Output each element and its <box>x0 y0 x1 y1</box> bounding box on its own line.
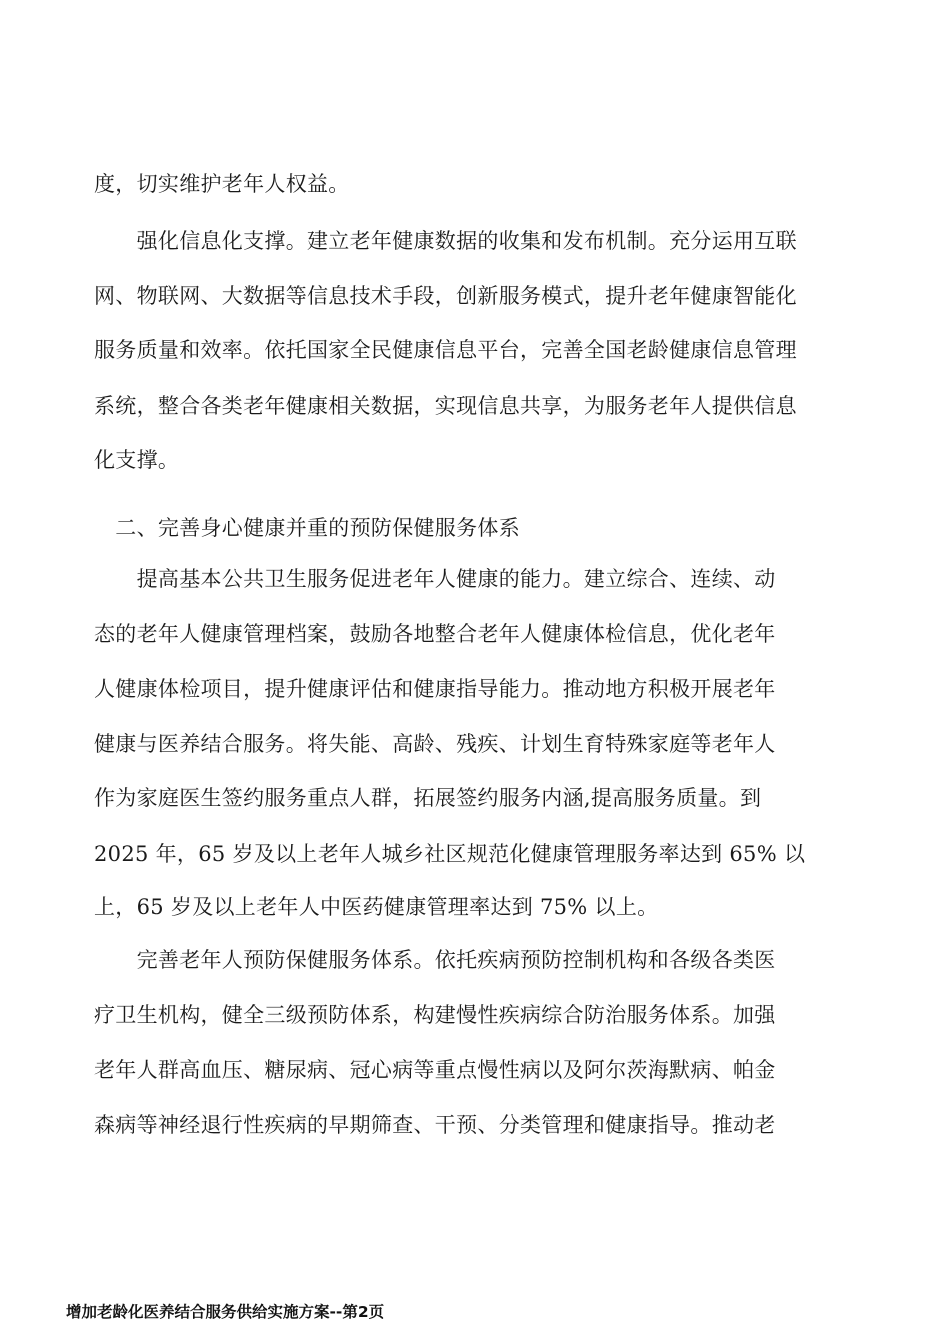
text-line: 强化信息化支撑。建立老年健康数据的收集和发布机制。充分运用互联 <box>94 229 797 253</box>
text-line: 2025 年，65 岁及以上老年人城乡社区规范化健康管理服务率达到 65% 以 <box>94 842 806 866</box>
text-line: 态的老年人健康管理档案，鼓励各地整合老年人健康体检信息，优化老年 <box>94 622 776 646</box>
text-line: 森病等神经退行性疾病的早期筛查、干预、分类管理和健康指导。推动老 <box>94 1113 776 1137</box>
text-line: 作为家庭医生签约服务重点人群，拓展签约服务内涵,提高服务质量。到 <box>94 786 762 810</box>
text-line: 完善老年人预防保健服务体系。依托疾病预防控制机构和各级各类医 <box>94 948 776 972</box>
text-line: 健康与医养结合服务。将失能、高龄、残疾、计划生育特殊家庭等老年人 <box>94 732 776 756</box>
text-line: 网、物联网、大数据等信息技术手段，创新服务模式，提升老年健康智能化 <box>94 284 797 308</box>
text-line: 系统，整合各类老年健康相关数据，实现信息共享，为服务老年人提供信息 <box>94 394 797 418</box>
text-line: 疗卫生机构，健全三级预防体系，构建慢性疾病综合防治服务体系。加强 <box>94 1003 776 1027</box>
text-line: 上，65 岁及以上老年人中医药健康管理率达到 75% 以上。 <box>94 895 659 919</box>
text-line: 提高基本公共卫生服务促进老年人健康的能力。建立综合、连续、动 <box>94 567 776 591</box>
section-heading: 二、完善身心健康并重的预防保健服务体系 <box>94 516 520 540</box>
text-line: 服务质量和效率。依托国家全民健康信息平台，完善全国老龄健康信息管理 <box>94 338 797 362</box>
text-line: 老年人群高血压、糖尿病、冠心病等重点慢性病以及阿尔茨海默病、帕金 <box>94 1058 776 1082</box>
text-line: 度，切实维护老年人权益。 <box>94 172 350 196</box>
page-footer: 增加老龄化医养结合服务供给实施方案--第2页 <box>66 1303 385 1321</box>
text-line: 化支撑。 <box>94 448 180 472</box>
text-line: 人健康体检项目，提升健康评估和健康指导能力。推动地方积极开展老年 <box>94 677 776 701</box>
